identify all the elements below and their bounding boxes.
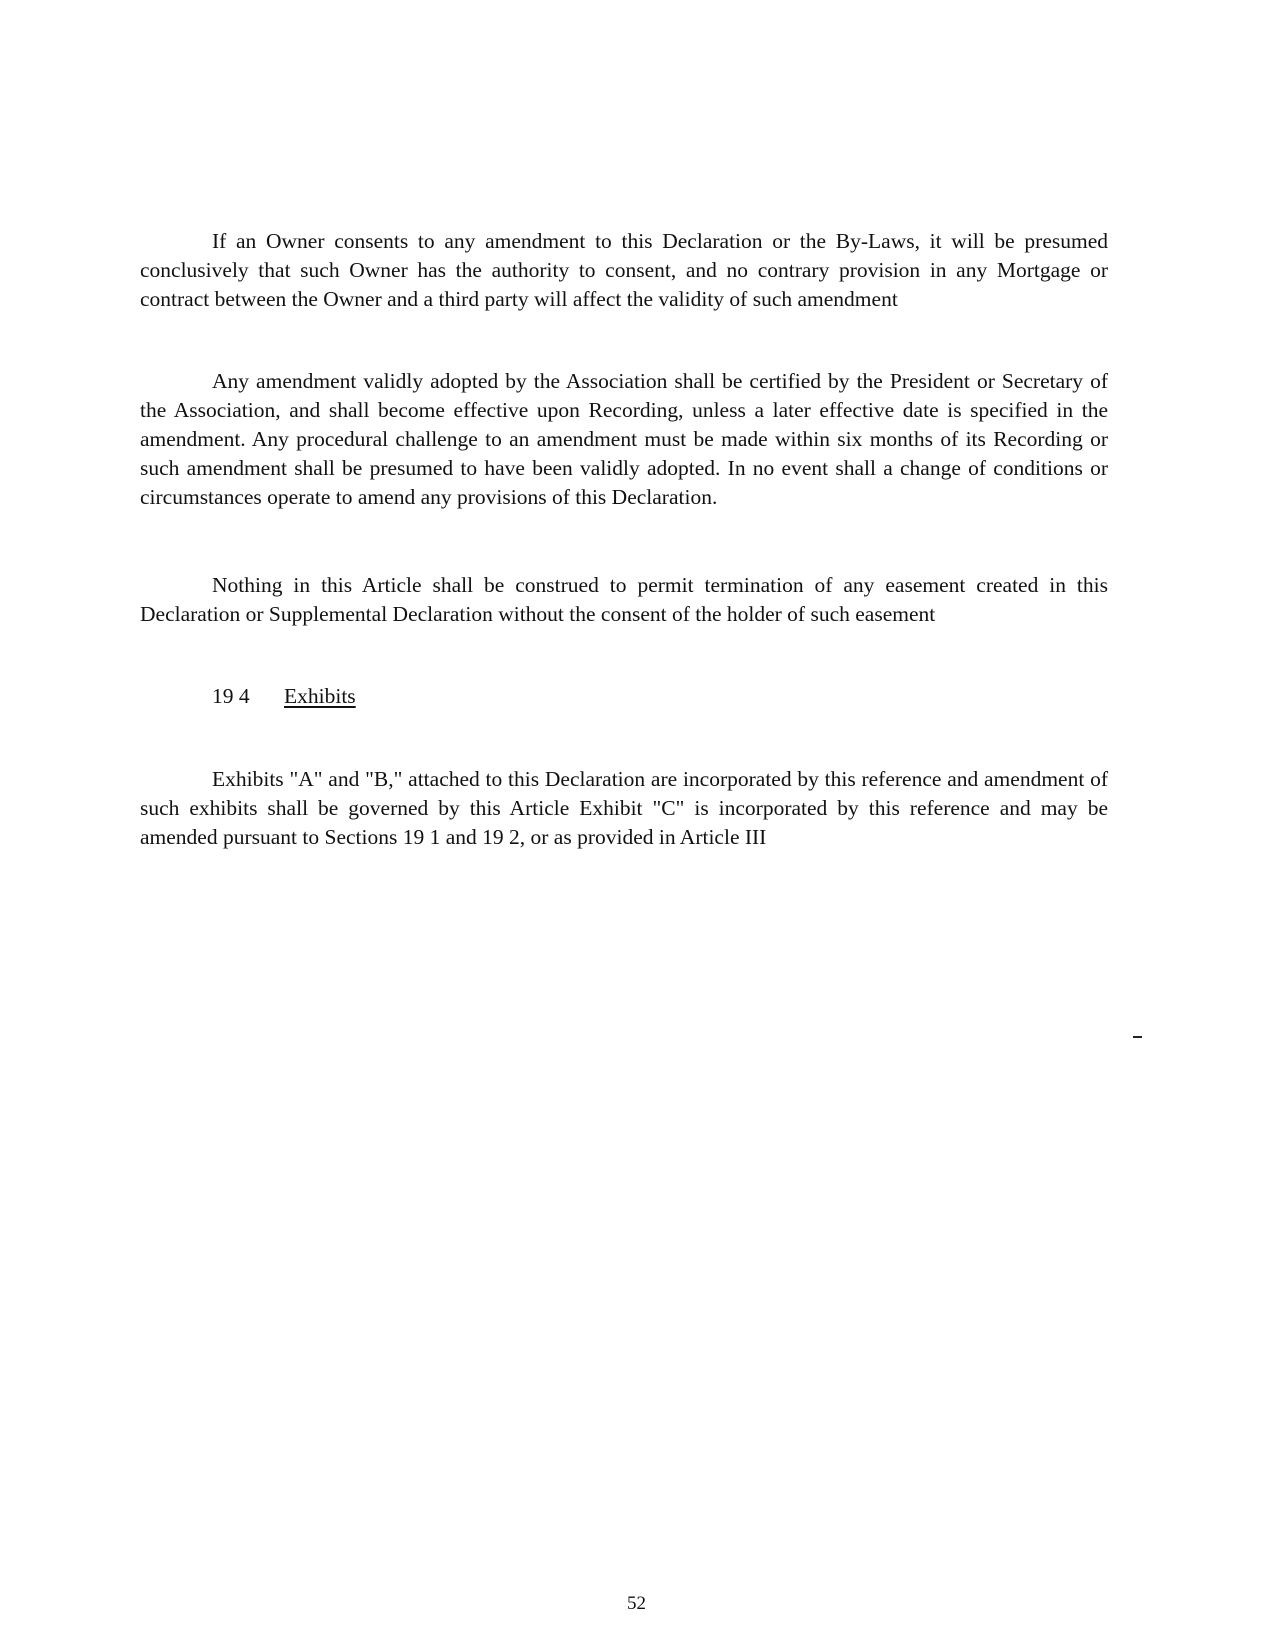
paragraph-easement-termination: Nothing in this Article shall be construed to permit termination of any easement created in this Declaration or Supplemental Declaration without the consent of the holder of such easement: [140, 573, 1108, 626]
section-title: Exhibits: [284, 684, 356, 708]
paragraph-owner-consent: If an Owner consents to any amendment to this Declaration or the By-Laws, it will be presumed conclusively that such Owner has the authority to consent, and no contrary provision in any Mortgage or contract between the Owner and a third party will affect the validity of such amendment: [140, 229, 1108, 311]
section-heading: [212, 682, 356, 711]
paragraph-amendment-certification: Any amendment validly adopted by the Association shall be certified by the President or Secretary of the Association, and shall become effective upon Recording, unless a later effective date is specified in the amendment. Any procedural challenge to an amendment must be made within six months of its Recording or such amendment shall be presumed to have been validly adopted. In no event shall a change of conditions or circumstances operate to amend any provisions of this Declaration.: [140, 369, 1108, 509]
scan-mark: [1133, 1036, 1142, 1038]
page-number: 52: [627, 1593, 646, 1614]
paragraph-exhibits: Exhibits "A" and "B," attached to this Declaration are incorporated by this reference and amendment of such exhibits shall be governed by this Article Exhibit "C" is incorporated by this reference and may be amended pursuant to Sections 19 1 and 19 2, or as provided in Article III: [140, 767, 1108, 849]
section-number: 19 4: [212, 684, 250, 708]
